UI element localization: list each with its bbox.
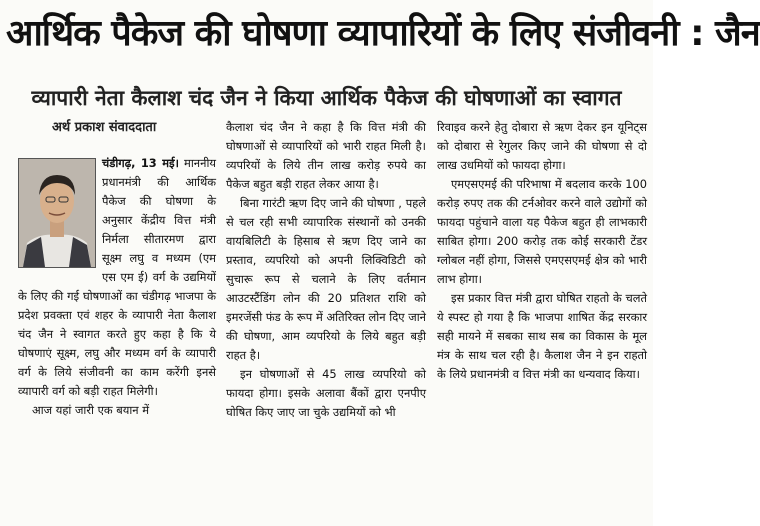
headline: आर्थिक पैकेज की घोषणा व्यापारियों के लिए संजीवनी : जैन (6, 13, 760, 54)
article-paragraph: आज यहां जारी एक बयान में (32, 403, 150, 417)
article-paragraph: कैलाश चंद जैन ने कहा है कि वित्त मंत्री की घोषणाओं से व्यापारियों को भारी राहत मिली है। व्यपरियों के लिये तीन लाख करोड़ रुपये का पैकेज बहुत बड़ी राहत लेकर आया है। (226, 120, 426, 191)
article-column-3 (437, 118, 647, 524)
portrait-photo (18, 158, 96, 268)
article-paragraph: इन घोषणाओं से 45 लाख व्यपरियो को फायदा होगा। इसके अलावा बैंकों द्वारा एनपीए घोषित किए जाए जा चुके उद्यमियों को भी (226, 367, 426, 419)
article-text: माननीय प्रधानमंत्री की आर्थिक पैकेज की घोषणा के अनुसार केंद्रीय वित्त मंत्री निर्मला सीतारमण द्वारा सूक्ष्म लघु व मध्यम (एम एस एम ई) वर्ग के उद्यमियों के लिए की गई घोषणाओं का चंडीगढ़ भाजपा के प्रदेश प्रवक्ता एवं शहर के व्यापारी नेता कैलाश चंद जैन ने स्वागत करते हुए कहा है कि ये घोषणाएं सूक्ष्म, लघु और मध्यम वर्ग के व्यापारी वर्ग के लिये संजीवनी का काम करेंगी इनसे व्यापारी वर्ग को बड़ी राहत मिलेगी। (18, 156, 216, 398)
byline: अर्थ प्रकाश संवाददाता (52, 120, 157, 135)
article-paragraph (18, 154, 216, 401)
article-paragraph: इस प्रकार वित्त मंत्री द्वारा घोषित राहतो के चलते ये स्पस्ट हो गया है कि भाजपा शाषित केंद्र सरकार सही मायने में सबका साथ सब का विकास के मूल मंत्र के साथ चल रही है। कैलाश जैन ने इन राहतो के लिये प्रधानमंत्री व वित्त मंत्री का धन्यवाद किया। (437, 291, 647, 381)
article-column-1 (18, 154, 216, 524)
article-paragraph: रिवाइव करने हेतु दोबारा से ऋण देकर इन यूनिट्स को दोबारा से रेगुलर किए जाने की घोषणा से दो लाख उधमियों को फायदा होगा। (437, 120, 647, 172)
article-column-2 (226, 118, 426, 524)
article-paragraph: बिना गारंटी ऋण दिए जाने की घोषणा , पहले से चल रही सभी व्यापारिक संस्थानों को उनकी वायबिलिटी के हिसाब से ऋण दिए जाने का प्रस्ताव, व्यपरियो को अपनी लिक्विडिटी को सुचारू रूप से चलाने के लिए वर्तमान आउटस्टैंडिंग लोन की 20 प्रतिशत राशि को इमरजेंसी फंड के रूप में अतिरिक्त लोन दिए जाने की घोषणा, आम व्यपरियो के लिये बहुत बड़ी राहत है। (226, 196, 426, 362)
article-paragraph: एमएसएमई की परिभाषा में बदलाव करके 100 करोड़ रुपए तक की टर्नओवर करने वाले उद्योगों को फायदा पहुंचाने वाला यह पैकेज बहुत ही लाभकारी साबित होगा। 200 करोड़ तक कोई सरकारी टेंडर ग्लोबल नहीं होगा, जिससे एमएसएमई क्षेत्र को भारी लाभ होगा। (437, 177, 647, 286)
subheadline: व्यापारी नेता कैलाश चंद जैन ने किया आर्थिक पैकेज की घोषणाओं का स्वागत (31, 86, 622, 110)
dateline: चंडीगढ़, 13 मई। (102, 156, 179, 170)
